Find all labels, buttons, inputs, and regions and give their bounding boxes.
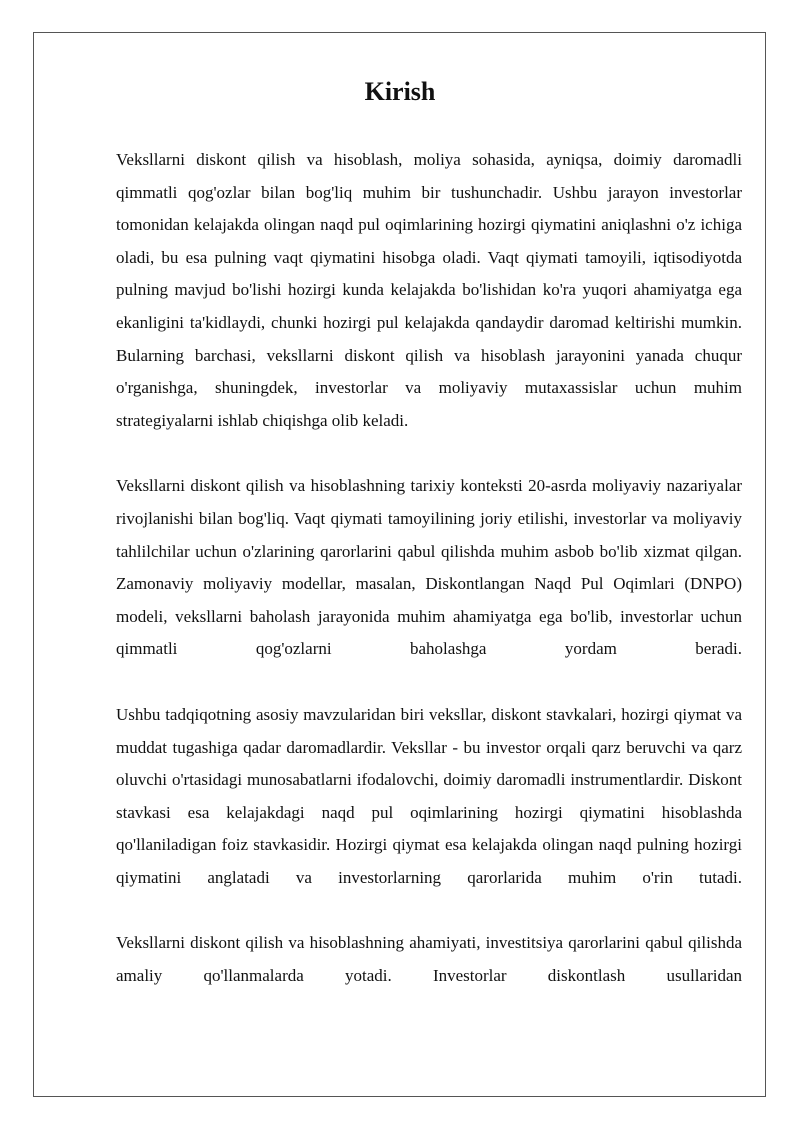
document-title: Kirish <box>364 77 436 106</box>
paragraph-3: Ushbu tadqiqotning asosiy mavzularidan biri veksllar, diskont stavkalari, hozirgi qiymat va muddat tugashiga qadar daromadlardir. Veksllar - bu investor orqali qarz beruvchi va qarz oluvchi o'rtasidagi munosabatlarni ifodalovchi, doimiy daromadli instrumentlardir. Diskont stavkasi esa kelajakdagi naqd pul oqimlarining hozirgi qiymatini hisoblashda qo'llaniladigan foiz stavkasidir. Hozirgi qiymat esa kelajakda olingan naqd pulning hozirgi qiymatini anglatadi va investorlarning qarorlarida muhim o'rin tutadi. <box>116 704 742 887</box>
document-body <box>116 144 742 1026</box>
paragraph-1: Veksllarni diskont qilish va hisoblash, moliya sohasida, ayniqsa, doimiy daromadli qimmatli qog'ozlar bilan bog'liq muhim bir tushunchadir. Ushbu jarayon investorlar tomonidan kelajakda olingan naqd pul oqimlarining hozirgi qiymatini aniqlashni o'z ichiga oladi, bu esa pulning vaqt qiymatini hisobga oladi. Vaqt qiymati tamoyili, iqtisodiyotda pulning mavjud bo'lishi hozirgi kunda kelajakda bo'lishidan ko'ra yuqori ahamiyatga ega ekanligini ta'kidlaydi, chunki hozirgi pul kelajakda qandaydir daromad keltirishi mumkin. Bularning barchasi, veksllarni diskont qilish va hisoblash jarayonini yanada chuqur o'rganishga, shuningdek, investorlar va moliyaviy mutaxassislar uchun muhim strategiyalarni ishlab chiqishga olib keladi. <box>116 150 742 430</box>
paragraph-2: Veksllarni diskont qilish va hisoblashning tarixiy konteksti 20-asrda moliyaviy nazariyalar rivojlanishi bilan bog'liq. Vaqt qiymati tamoyilining joriy etilishi, investorlar va moliyaviy tahlilchilar uchun o'zlarining qarorlarini qabul qilishda muhim asbob bo'lib xizmat qilgan. Zamonaviy moliyaviy modellar, masalan, Diskontlangan Naqd Pul Oqimlari (DNPO) modeli, veksllarni baholash jarayonida muhim ahamiyatga ega bo'lib, investorlar uchun qimmatli qog'ozlarni baholashga yordam beradi. <box>116 476 742 659</box>
paragraph-4: Veksllarni diskont qilish va hisoblashning ahamiyati, investitsiya qarorlarini qabul qilishda amaliy qo'llanmalarda yotadi. Investorlar diskontlash usullaridan <box>116 933 742 986</box>
